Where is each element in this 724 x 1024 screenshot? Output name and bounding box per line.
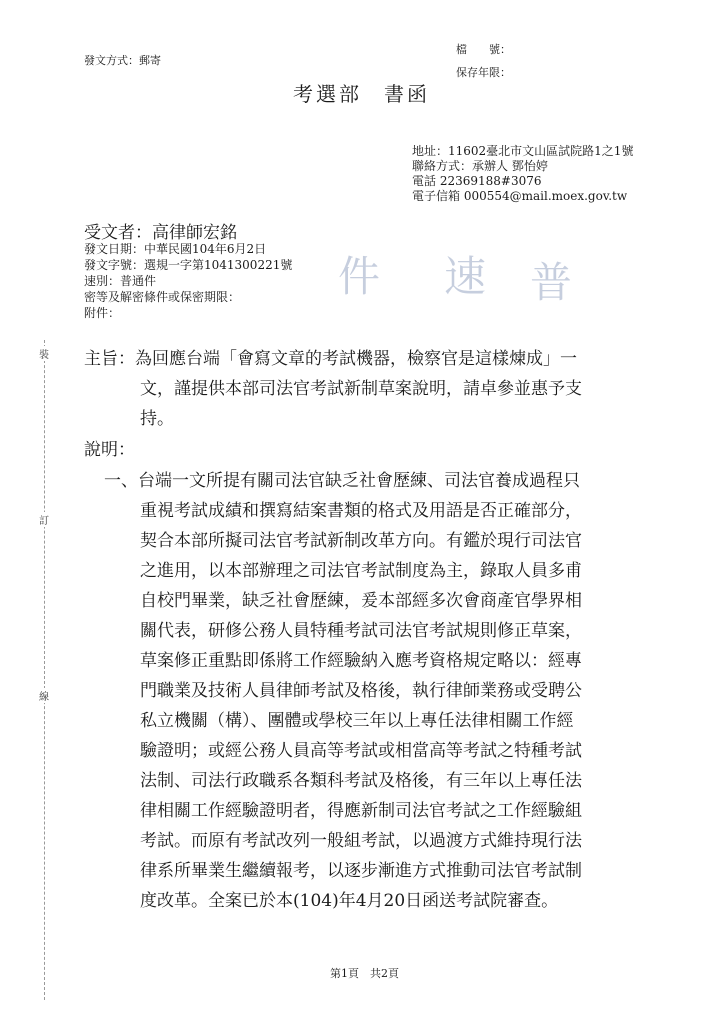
explanation-line: 契合本部所擬司法官考試新制改革方向。有鑑於現行司法官 — [140, 531, 582, 551]
recipient: 受文者：高律師宏銘 — [84, 223, 237, 243]
explanation-line: 草案修正重點即係將工作經驗納入應考資格規定略以：經專 — [140, 651, 582, 671]
org-name: 考選部 — [293, 82, 362, 106]
binding-mark-staple: 訂 — [39, 512, 49, 527]
subject-line: 主旨：為回應台端「會寫文章的考試機器，檢察官是這樣煉成」一 — [84, 349, 577, 369]
explanation-line: 門職業及技術人員律師考試及格後，執行律師業務或受聘公 — [140, 681, 582, 701]
doc-type: 書函 — [384, 82, 430, 106]
document-number: 發文字號：選規一字第1041300221號 — [84, 258, 293, 272]
explanation-line: 私立機關（構）、團體或學校三年以上專任法律相關工作經 — [140, 711, 574, 731]
document-title — [293, 78, 430, 107]
binding-line — [44, 340, 45, 1000]
issue-date: 發文日期：中華民國104年6月2日 — [84, 242, 267, 256]
file-number-label: 檔 號： — [456, 43, 511, 56]
binding-mark-line: 線 — [39, 688, 49, 703]
contact-address: 地址：11602臺北市文山區試院路1之1號 — [412, 144, 634, 158]
explanation-line: 之進用，以本部辦理之司法官考試制度為主，錄取人員多甫 — [140, 561, 582, 581]
explanation-line: 一、台端一文所提有關司法官缺乏社會歷練、司法官養成過程只 — [104, 471, 580, 491]
explanation-line: 律相關工作經驗證明者，得應新制司法官考試之工作經驗組 — [140, 801, 582, 821]
stamp-char: 速 — [444, 252, 487, 301]
subject-line: 文，謹提供本部司法官考試新制草案說明，請卓參並惠予支 — [140, 379, 582, 399]
retention-label: 保存年限： — [456, 66, 511, 79]
binding-mark-bind: 裝 — [39, 346, 49, 361]
contact-phone: 電話 22369188#3076 — [412, 174, 542, 188]
secrecy-level: 密等及解密條件或保密期限： — [84, 290, 241, 304]
explanation-line: 度改革。全案已於本(104)年4月20日函送考試院審查。 — [140, 891, 559, 911]
explanation-line: 法制、司法行政職系各類科考試及格後，有三年以上專任法 — [140, 771, 582, 791]
send-method: 發文方式：郵寄 — [84, 54, 161, 67]
explanation-line: 考試。而原有考試改列一般組考試，以過渡方式維持現行法 — [140, 831, 582, 851]
explanation-line: 關代表，研修公務人員特種考試司法官考試規則修正草案， — [140, 621, 582, 641]
contact-email: 電子信箱 000554@mail.moex.gov.tw — [412, 189, 628, 203]
subject-line: 持。 — [140, 409, 174, 429]
explanation-line: 律系所畢業生繼續報考，以逐步漸進方式推動司法官考試制 — [140, 861, 582, 881]
explanation-heading: 說明： — [84, 440, 135, 460]
contact-person: 聯絡方式：承辦人 鄧怡婷 — [412, 159, 548, 173]
attachment-label: 附件： — [84, 306, 121, 320]
page-number: 第1頁 共2頁 — [330, 967, 399, 980]
explanation-line: 重視考試成績和撰寫結案書類的格式及用語是否正確部分， — [140, 501, 582, 521]
explanation-line: 自校門畢業，缺乏社會歷練，爰本部經多次會商產官學界相 — [140, 591, 582, 611]
stamp-char: 普 — [530, 258, 573, 307]
stamp-char: 件 — [338, 252, 381, 301]
speed-class: 速別：普通件 — [84, 274, 157, 288]
explanation-line: 驗證明；或經公務人員高等考試或相當高等考試之特種考試 — [140, 741, 582, 761]
